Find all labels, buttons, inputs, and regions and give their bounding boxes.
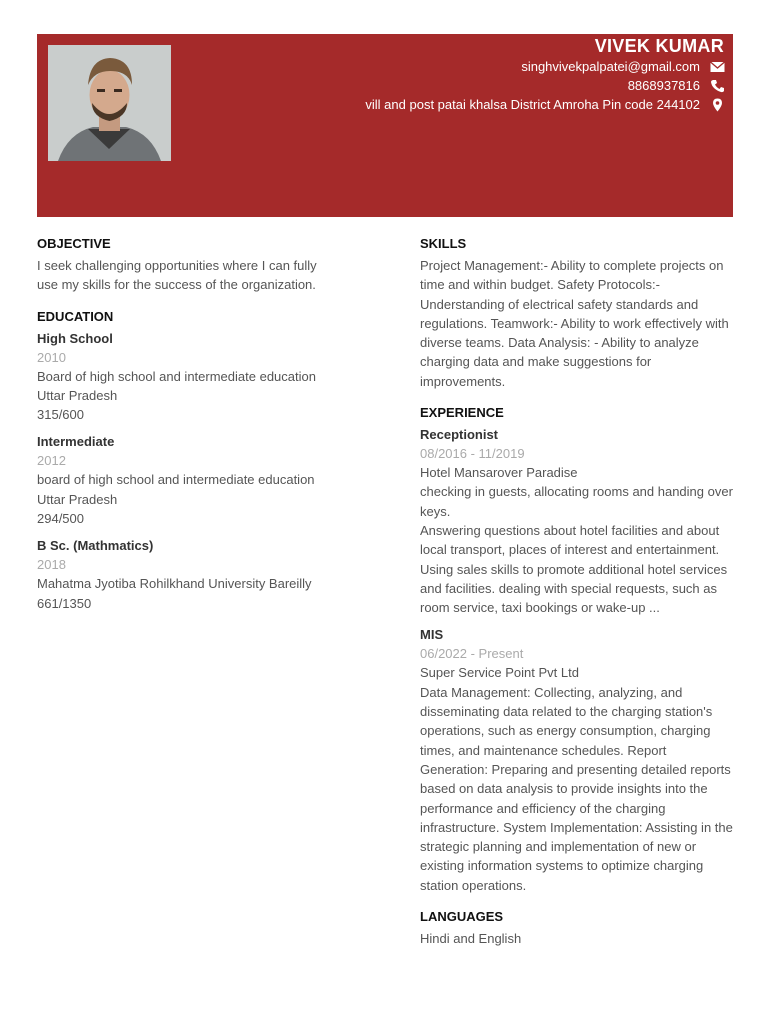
skills-title: SKILLS xyxy=(420,236,467,251)
education-degree: B Sc. (Mathmatics) xyxy=(37,538,154,554)
experience-line: checking in guests, allocating rooms and handing over keys. xyxy=(420,484,733,519)
education-place: Uttar Pradesh xyxy=(37,387,118,403)
contact-address xyxy=(365,97,725,112)
phone-text[interactable]: 8868937816 xyxy=(627,78,700,93)
languages-section xyxy=(420,907,734,948)
education-marks: 315/600 xyxy=(37,407,84,423)
experience-dates: 06/2022 - Present xyxy=(420,646,524,662)
education-year: 2018 xyxy=(37,557,66,573)
education-board: Board of high school and intermediate education xyxy=(37,368,316,384)
objective-title: OBJECTIVE xyxy=(37,236,111,251)
experience-line: Answering questions about hotel facilities and about local transport, places of interest and entertainment. xyxy=(420,522,720,558)
experience-item xyxy=(420,425,734,617)
education-degree: High School xyxy=(37,330,113,346)
education-marks: 294/500 xyxy=(37,511,84,527)
profile-photo xyxy=(48,45,171,161)
education-item xyxy=(37,432,337,528)
email-text[interactable]: singhvivekpalpatei@gmail.com xyxy=(521,59,700,74)
education-marks: 661/1350 xyxy=(37,595,92,611)
experience-company: Super Service Point Pvt Ltd xyxy=(420,665,579,681)
left-column xyxy=(37,234,337,625)
experience-item xyxy=(420,625,734,895)
education-year: 2012 xyxy=(37,453,66,469)
education-item xyxy=(37,329,337,425)
skills-section xyxy=(420,234,734,391)
experience-role: Receptionist xyxy=(420,427,499,443)
education-item xyxy=(37,536,337,613)
experience-role: MIS xyxy=(420,627,444,643)
skills-text: Project Management:- Ability to complete projects on time and within budget. Safety Protocols:- Understanding of electrical safety standards and regulations. Teamwork:- Ability to work effectively with diverse teams. Data Analysis: - Ability to analyze charging data and make suggestions for improvements. xyxy=(420,258,729,389)
experience-title: EXPERIENCE xyxy=(420,405,504,421)
experience-line: Data Management: Collecting, analyzing, and disseminating data related to the charging station's operations, such as energy consumption, charging times, and maintenance schedules. Report Generation: Preparing and presenting detailed reports based on data analysis to provide insights into the performance and efficiency of the charging infrastructure. System Implementation: Assisting in the strategic planning and implementation of new or existing information systems to optimize charging station operations. xyxy=(420,684,733,893)
experience-section xyxy=(420,403,734,895)
right-column xyxy=(420,234,734,960)
languages-title: LANGUAGES xyxy=(420,909,504,925)
education-section xyxy=(37,307,337,613)
education-year: 2010 xyxy=(37,349,66,365)
education-board: board of high school and intermediate education xyxy=(37,472,315,488)
objective-text: I seek challenging opportunities where I can fully use my skills for the success of the organization. xyxy=(37,258,317,293)
experience-dates: 08/2016 - 11/2019 xyxy=(420,446,525,462)
candidate-name: VIVEK KUMAR xyxy=(594,36,724,56)
education-degree: Intermediate xyxy=(37,434,115,450)
profile-photo-image xyxy=(48,45,171,161)
address-text: vill and post patai khalsa District Amroha Pin code 244102 xyxy=(365,97,700,112)
envelope-icon xyxy=(710,60,725,74)
objective-section xyxy=(37,234,337,295)
education-title: EDUCATION xyxy=(37,308,114,324)
languages-text: Hindi and English xyxy=(420,931,522,947)
resume-header xyxy=(37,34,733,217)
experience-company: Hotel Mansarover Paradise xyxy=(420,465,578,481)
phone-icon xyxy=(710,79,725,93)
experience-line: Using sales skills to promote additional hotel services and facilities. dealing with special requests, such as room service, taxi bookings or wake-up ... xyxy=(420,561,728,616)
location-pin-icon xyxy=(710,98,725,112)
contact-email xyxy=(521,59,725,74)
contact-phone xyxy=(628,78,725,93)
education-place: Uttar Pradesh xyxy=(37,491,118,507)
education-board: Mahatma Jyotiba Rohilkhand University Bareilly xyxy=(37,576,312,592)
